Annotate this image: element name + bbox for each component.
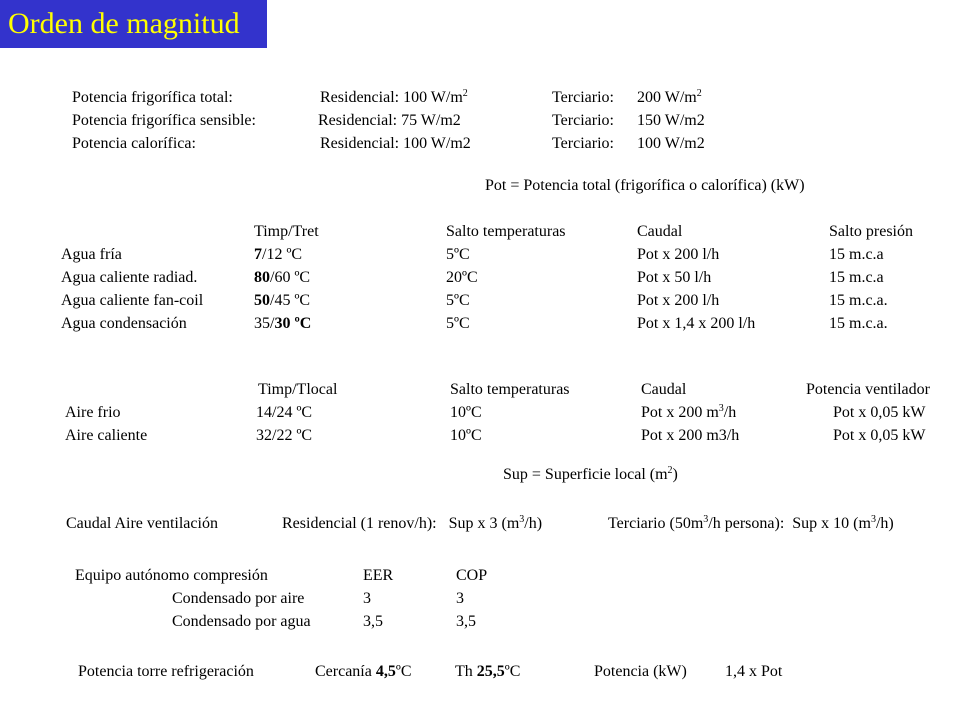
water-row-caudal: Pot x 50 l/h <box>637 269 712 286</box>
air-row-caudal: Pot x 200 m3/h <box>641 427 740 444</box>
power-label-total: Potencia frigorífica total: <box>72 89 233 106</box>
equipment-row-eer: 3 <box>363 590 371 607</box>
ventilation-terciario: Terciario ($50m^3/h$ persona): Sup x 10 $(m^3/h)$ <box>608 514 894 532</box>
water-row-name: Agua condensación <box>61 315 187 332</box>
air-row-name: Aire frio <box>65 404 121 421</box>
equipment-header-cop: COP <box>456 567 488 584</box>
water-row-presion: 15 m.c.a. <box>829 315 888 332</box>
water-row-name: Agua caliente fan-coil <box>61 292 204 309</box>
ventilation-residencial: Residencial (1 renov/h): Sup x 3 $(m^3/h)$ <box>282 514 543 532</box>
water-row-name: Agua caliente radiad. <box>61 269 198 286</box>
air-row-ventilador: Pot x 0,05 kW <box>833 427 926 444</box>
power-res-calorifica: Residencial: 100 W/m2 <box>320 135 471 152</box>
water-row-caudal: Pot x 200 l/h <box>637 292 720 309</box>
tower-th: Th 25,5ºC <box>455 663 521 680</box>
slide-title: Orden de magnitud <box>0 0 267 48</box>
water-header-presion: Salto presión <box>829 223 913 240</box>
equipment-row-name: Condensado por agua <box>172 613 311 630</box>
equipment-header-eer: EER <box>363 567 394 584</box>
water-row-temp: 50/45 ºC <box>254 292 311 309</box>
air-row-salto: 10ºC <box>450 404 482 421</box>
tower-cercania: Cercanía 4,5ºC <box>315 663 412 680</box>
water-row-caudal: Pot x 1,4 x 200 l/h <box>637 315 756 332</box>
equipment-title: Equipo autónomo compresión <box>75 567 268 584</box>
air-row-caudal: Pot x 200 $m^3/h$ <box>641 403 737 421</box>
power-ter-calorifica: 100 W/m2 <box>637 135 705 152</box>
power-res-sensible: Residencial: 75 W/m2 <box>318 112 461 129</box>
air-header-salto: Salto temperaturas <box>450 381 570 398</box>
water-header-temp: Timp/Tret <box>254 223 319 240</box>
air-row-temp: 14/24 ºC <box>256 404 313 421</box>
power-ter-label-calorifica: Terciario: <box>552 135 614 152</box>
tower-potencia-value: 1,4 x Pot <box>725 663 783 680</box>
tower-label: Potencia torre refrigeración <box>78 663 254 680</box>
ventilation-label: Caudal Aire ventilación <box>66 515 218 532</box>
power-ter-total: 200 $W/m^2$ <box>637 88 702 106</box>
water-row-salto: 5ºC <box>446 315 470 332</box>
air-header-ventilador: Potencia ventilador <box>806 381 930 398</box>
water-row-caudal: Pot x 200 l/h <box>637 246 720 263</box>
power-ter-label-total: Terciario: <box>552 89 614 106</box>
water-header-salto: Salto temperaturas <box>446 223 566 240</box>
water-row-temp: 35/30 ºC <box>254 315 312 332</box>
power-res-total: Residencial: 100 $W/m^2$ <box>320 88 468 106</box>
sup-definition: Sup = Superficie local $(m^2)$ <box>503 465 678 483</box>
pot-definition: Pot = Potencia total (frigorífica o calorífica) (kW) <box>485 177 805 194</box>
equipment-row-eer: 3,5 <box>363 613 383 630</box>
power-ter-label-sensible: Terciario: <box>552 112 614 129</box>
air-row-ventilador: Pot x 0,05 kW <box>833 404 926 421</box>
equipment-row-cop: 3,5 <box>456 613 476 630</box>
water-row-salto: 5ºC <box>446 292 470 309</box>
tower-potencia-label: Potencia (kW) <box>594 663 687 680</box>
air-header-temp: Timp/Tlocal <box>258 381 338 398</box>
air-row-temp: 32/22 ºC <box>256 427 313 444</box>
air-header-caudal: Caudal <box>641 381 687 398</box>
equipment-row-name: Condensado por aire <box>172 590 305 607</box>
air-row-name: Aire caliente <box>65 427 148 444</box>
water-row-temp: 7/12 ºC <box>254 246 303 263</box>
water-row-salto: 5ºC <box>446 246 470 263</box>
power-label-sensible: Potencia frigorífica sensible: <box>72 112 256 129</box>
water-row-presion: 15 m.c.a. <box>829 292 888 309</box>
power-ter-sensible: 150 W/m2 <box>637 112 705 129</box>
air-row-salto: 10ºC <box>450 427 482 444</box>
water-row-presion: 15 m.c.a <box>829 269 884 286</box>
water-header-caudal: Caudal <box>637 223 683 240</box>
water-row-name: Agua fría <box>61 246 122 263</box>
water-row-temp: 80/60 ºC <box>254 269 311 286</box>
water-row-presion: 15 m.c.a <box>829 246 884 263</box>
equipment-row-cop: 3 <box>456 590 464 607</box>
power-label-calorifica: Potencia calorífica: <box>72 135 196 152</box>
water-row-salto: 20ºC <box>446 269 478 286</box>
